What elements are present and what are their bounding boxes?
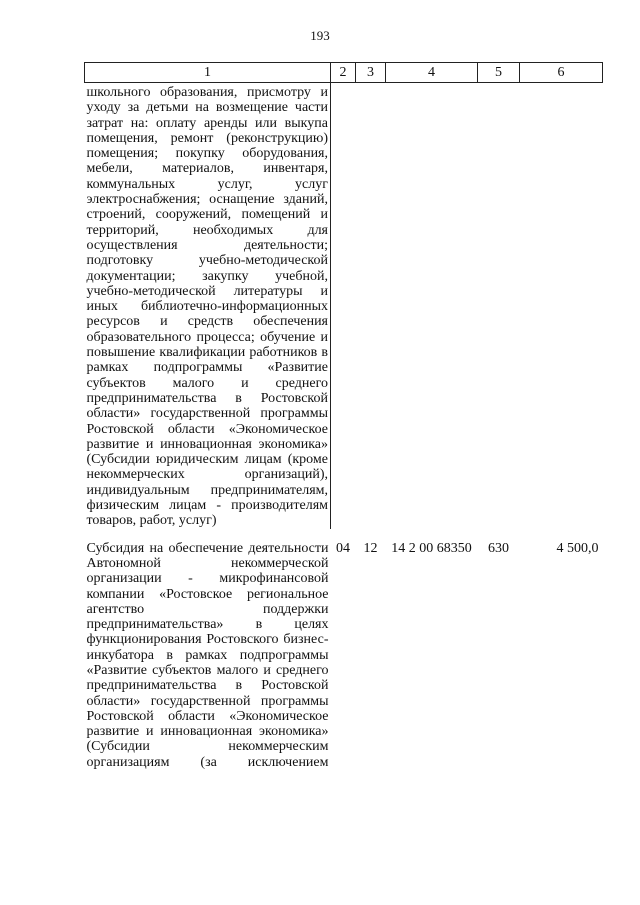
- table-header-row: [85, 63, 603, 83]
- row-description: Субсидия на обеспечение деятельности Автономной некоммерческой организации - микрофинансовой компании «Ростовское региональное агентство поддержки предпринимательства» в целях функционирования Ростовского бизнес-инкубатора в рамках подпрограммы «Развитие субъектов малого и среднего предпринимательства в Ростовской области» государственной программы Ростовской области «Экономическое развитие и инновационная экономика» (Субсидии некоммерческим организациям (за исключением: [86, 540, 329, 770]
- row-rz: [331, 83, 356, 529]
- row-csr: [386, 83, 478, 529]
- header-col-4: 4: [386, 63, 478, 83]
- table-row: [85, 83, 603, 529]
- row-description: школьного образования, присмотру и уходу за детьми на возмещение части затрат на: оплату аренды или выкупа помещения, ремонт (реконструкцию) помещения; покупку оборудования, мебели, материалов, инвентаря, коммунальных услуг, услуг электроснабжения; оснащение зданий, строений, сооружений, помещений и территорий, необходимых для осуществления деятельности; подготовку учебно-методической документации; закупку учебной, учебно-методической литературы и иных библиотечно-информационных ресурсов и средств обеспечения образовательного процесса; обучение и повышение квалификации работников в рамках подпрограммы «Развитие субъектов малого и среднего предпринимательства в Ростовской области» государственной программы Ростовской области «Экономическое развитие и инновационная экономика» (Субсидии юридическим лицам (кроме некоммерческих организаций), индивидуальным предпринимателям, физическим лицам - производителям товаров, работ, услуг): [85, 83, 331, 529]
- header-col-6: 6: [520, 63, 603, 83]
- header-col-1: 1: [85, 63, 331, 83]
- row-pr: 12: [363, 540, 378, 556]
- row-rz: 04: [336, 540, 350, 556]
- row-vr: 630: [488, 540, 509, 556]
- row-pr: [356, 83, 386, 529]
- table-row: [85, 529, 603, 770]
- row-sum: 4 500,0: [556, 540, 599, 556]
- row-vr: [478, 83, 520, 529]
- header-col-2: 2: [331, 63, 356, 83]
- header-col-5: 5: [478, 63, 520, 83]
- budget-table: [84, 62, 603, 770]
- page-number: 193: [310, 28, 330, 43]
- row-sum: [520, 83, 603, 529]
- row-csr: 14 2 00 68350: [391, 540, 472, 556]
- header-col-3: 3: [356, 63, 386, 83]
